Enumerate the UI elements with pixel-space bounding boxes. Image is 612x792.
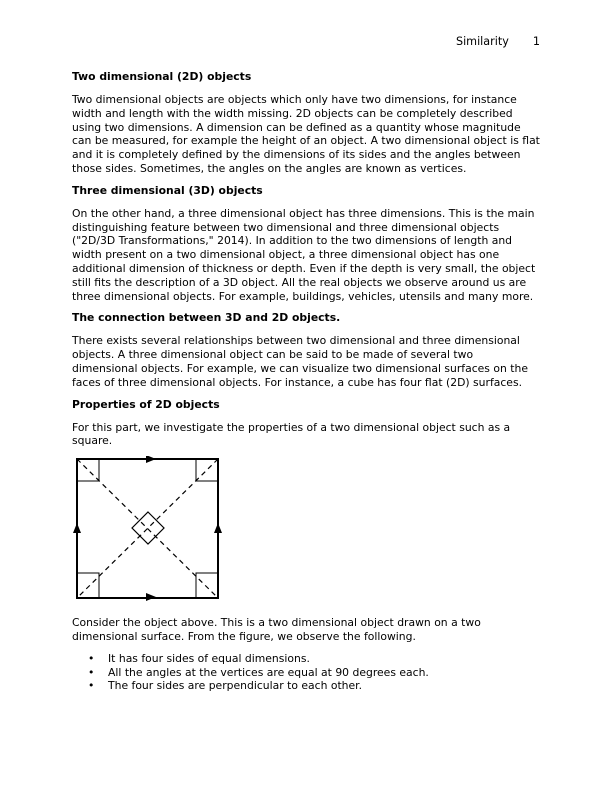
right-arrow-icon xyxy=(214,523,222,533)
section-paragraph-2d: Two dimensional objects are objects which only have two dimensions, for instance width and length with the width missing. 2D objects can be completely described using two dimensions. A dimension can be defined as a quantity whose magnitude can be measured, for example the height of an object. A two dimensional object is flat and it is completely defined by the dimensions of its sides and the angles between those sides. Sometimes, the angles on the angles are known as vertices. xyxy=(72,93,540,175)
bullet-icon: • xyxy=(88,679,95,693)
top-arrow-icon xyxy=(146,456,156,463)
list-item-text: It has four sides of equal dimensions. xyxy=(108,651,310,665)
list-item-text: All the angles at the vertices are equal at 90 degrees each. xyxy=(108,665,429,679)
list-item xyxy=(72,666,542,680)
list-item xyxy=(72,679,542,693)
section-heading-connection: The connection between 3D and 2D objects. xyxy=(72,311,341,325)
section-heading-2d: Two dimensional (2D) objects xyxy=(72,70,252,83)
square-diagram xyxy=(72,456,222,601)
document-body xyxy=(72,70,542,693)
bullet-icon: • xyxy=(88,651,95,665)
page-number: 1 xyxy=(532,35,540,48)
list-item xyxy=(72,652,542,666)
header-title: Similarity xyxy=(455,35,509,48)
square-figure xyxy=(72,456,222,606)
figure-caption: Consider the object above. This is a two dimensional object drawn on a two dimensional surface. From the figure, we observe the following. xyxy=(72,616,481,643)
running-header xyxy=(456,35,540,49)
section-heading-3d: Three dimensional (3D) objects xyxy=(72,183,263,197)
bottom-arrow-icon xyxy=(146,593,156,601)
section-paragraph-properties: For this part, we investigate the properties of a two dimensional object such as a square. xyxy=(72,420,511,448)
section-paragraph-3d: On the other hand, a three dimensional object has three dimensions. This is the main distinguishing feature between two dimensional and three dimensional objects ("2D/3D Transformations," 2014). In addition to the two dimensions of length and width present on a two dimensional object, a three dimensional object has one additional dimension of thickness or depth. Even if the depth is very small, the object still fits the description of a 3D object. All the real objects we observe around us are three dimensional objects. For example, buildings, vehicles, utensils and many more. xyxy=(72,206,536,303)
properties-list xyxy=(72,652,542,693)
left-arrow-icon xyxy=(73,523,81,533)
section-paragraph-connection: There exists several relationships between two dimensional and three dimensional objects. A three dimensional object can be said to be made of several two dimensional objects. For example, we can visualize two dimensional surfaces on the faces of three dimensional objects. For instance, a cube has four flat (2D) surfaces. xyxy=(72,334,528,389)
list-item-text: The four sides are perpendicular to each other. xyxy=(108,679,363,693)
bullet-icon: • xyxy=(88,665,95,679)
section-heading-properties: Properties of 2D objects xyxy=(72,397,220,411)
